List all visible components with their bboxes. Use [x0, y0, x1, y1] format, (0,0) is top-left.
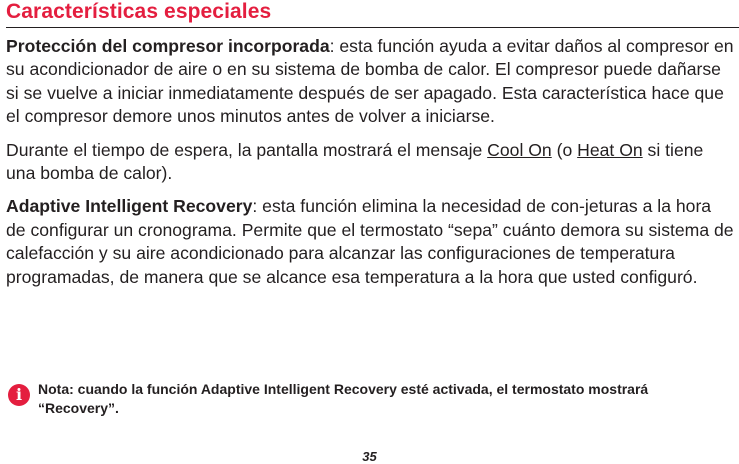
wait-text-after: si tiene una bomba de calor).: [6, 139, 704, 184]
recovery-paragraph: [6, 195, 734, 289]
wait-text-before: Durante el tiempo de espera, la pantalla mostrará el mensaje: [6, 139, 488, 160]
note-text: [38, 380, 718, 418]
title-divider: [6, 27, 739, 28]
wait-text-middle: (o: [551, 139, 578, 160]
recovery-description: : esta función elimina la necesidad de con-jeturas a la hora de configurar un cronograma. Permite que el termostato “sepa” cuánto demora su sistema de calefacción y su aire acondicionado para alcanzar las configuraciones de temperatura programadas, de manera que se alcance esa temperatura a la hora que usted configuró.: [6, 196, 734, 287]
wait-paragraph: [6, 139, 734, 186]
info-icon: i: [8, 384, 30, 406]
note-label: Nota:: [38, 381, 74, 397]
body-content: [6, 35, 734, 289]
section-title: Características especiales: [6, 0, 272, 23]
compressor-term: Protección del compresor incorporada: [6, 36, 330, 56]
heat-on-message: Heat On: [577, 139, 643, 160]
note-body: cuando la función Adaptive Intelligent Recovery esté activada, el termostato mostrará “Recovery”.: [38, 381, 649, 416]
compressor-description: : esta función ayuda a evitar daños al compresor en su acondicionador de aire o en su sistema de bomba de calor. El compresor puede dañarse si se vuelve a iniciar inmediatamente después de ser apagado. Esta característica hace que el compresor demore unos minutos antes de volver a iniciarse.: [6, 36, 734, 127]
recovery-term: Adaptive Intelligent Recovery: [6, 196, 253, 217]
note-box: [6, 380, 726, 424]
page-number: 35: [362, 449, 377, 464]
cool-on-message: Cool On: [487, 139, 552, 160]
compressor-paragraph: [6, 35, 734, 129]
